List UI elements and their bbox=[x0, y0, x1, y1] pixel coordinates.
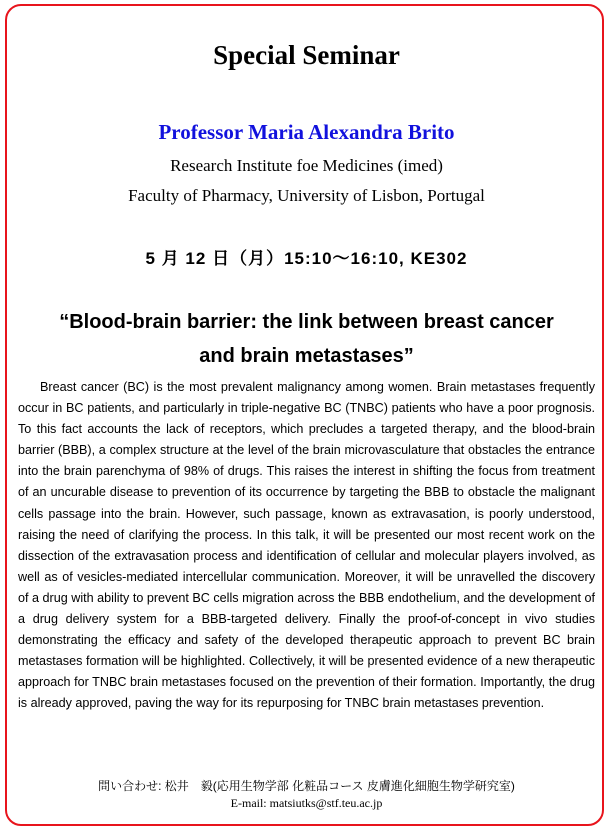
speaker-name: Professor Maria Alexandra Brito bbox=[158, 120, 455, 144]
date-time-room: 5 月 12 日（月）15:10〜16:10, KE302 bbox=[145, 249, 468, 268]
speaker-affiliation-faculty: Faculty of Pharmacy, University of Lisbon, Portugal bbox=[128, 186, 485, 205]
abstract-text: Breast cancer (BC) is the most prevalent malignancy among women. Brain metastases frequently occur in BC patients, and particularly in triple-negative BC (TNBC) patients who have a poor prognosis. To this fact accounts the lack of receptors, which precludes a targeted therapy, and the blood-brain barrier (BBB), a complex structure at the level of the brain microvasculature that obstacles the entrance into the brain parenchyma of 98% of drugs. This raises the interest in shifting the focus from treatment of an uncurable disease to prevention of its occurrence by targeting the BBB to obstacle the malignant cells passage into the brain. However, such passage, known as extravasation, is poorly understood, raising the need of clarifying the process. In this talk, it will be presented our most recent work on the dissection of the extravasation process and identification of cellular and molecular players involved, as well as of vesicles-mediated intercellular communication. Moreover, it will be unravelled the discovery of a drug with ability to prevent BC cells migration across the BBB endothelium, and the development of a drug delivery system for a BBB-targeted delivery. Finally the proof-of-concept in vivo studies demonstrating the efficacy and safety of the developed therapeutic approach to prevent BC brain metastases formation will be highlighted. Collectively, it will be presented evidence of a new therapeutic approach for TNBC brain metastases focused on the prevention of their formation. Importantly, the drug is already approved, paving the way for its repurposing for TNBC brain metastases prevention. bbox=[18, 380, 595, 711]
speaker-affiliation-institute: Research Institute foe Medicines (imed) bbox=[170, 156, 443, 175]
talk-title-line-1: “Blood-brain barrier: the link between breast cancer bbox=[59, 311, 554, 333]
page-title: Special Seminar bbox=[213, 40, 400, 70]
contact-email: E-mail: matsiutks@stf.teu.ac.jp bbox=[230, 796, 383, 810]
talk-title-line-2: and brain metastases” bbox=[199, 345, 414, 367]
talk-title bbox=[0, 305, 613, 373]
contact-inquiry: 問い合わせ: 松井 毅(応用生物学部 化粧品コース 皮膚進化細胞生物学研究室) bbox=[98, 779, 515, 793]
